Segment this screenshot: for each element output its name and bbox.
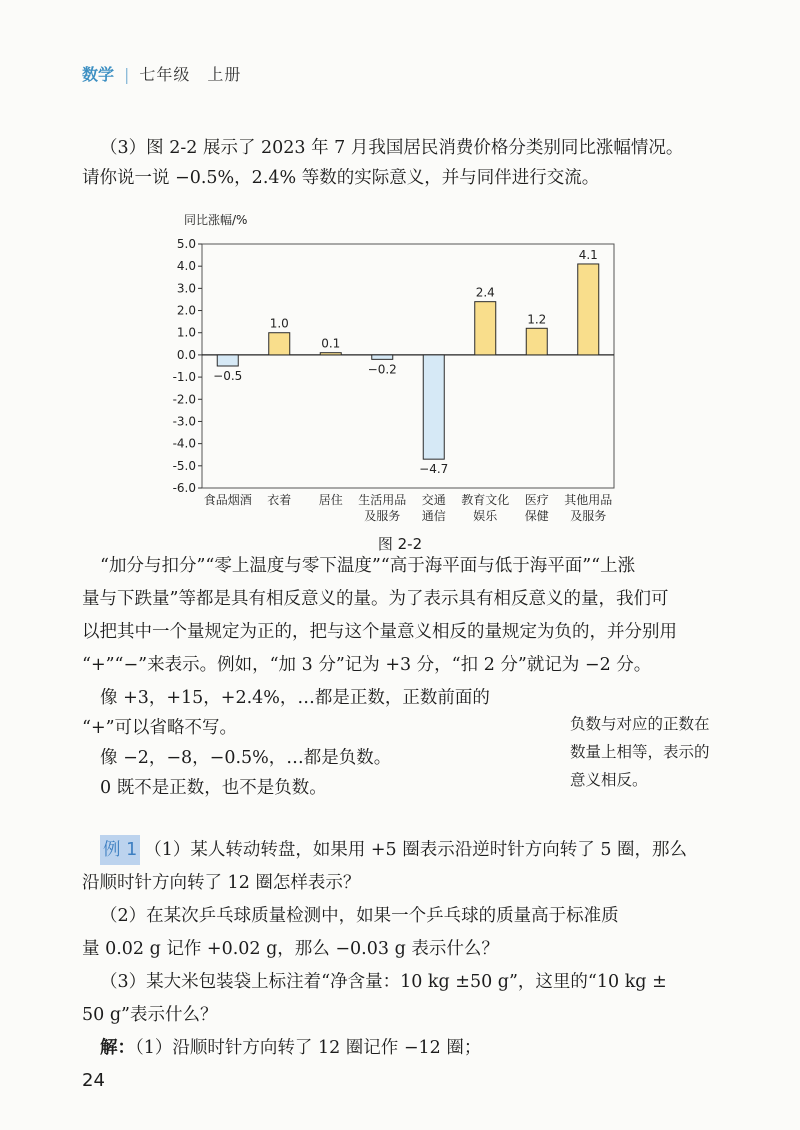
solution-text: （1）沿顺时针方向转了 12 圈记作 −12 圈；	[135, 1038, 482, 1058]
category-label: 生活用品	[358, 493, 407, 507]
figure-caption: 图 2-2	[377, 535, 423, 553]
category-label: 食品烟酒	[203, 493, 252, 507]
grade-label: 七年级 上册	[139, 65, 242, 84]
header-divider: |	[124, 65, 130, 84]
data-label: 0.1	[321, 336, 341, 351]
bar	[526, 328, 547, 355]
bar	[217, 355, 238, 366]
margin-note: 负数与对应的正数在数量上相等，表示的意义相反。	[570, 715, 710, 789]
y-axis-label: 同比涨幅/%	[184, 213, 248, 227]
data-label: −4.7	[419, 462, 449, 477]
bar-chart	[130, 212, 630, 527]
category-label: 及服务	[570, 509, 607, 523]
paragraph-1-line-3: 以把其中一个量规定为正的，把与这个量意义相反的量规定为负的，并分别用	[82, 622, 677, 642]
zero-line: 0 既不是正数，也不是负数。	[100, 778, 327, 798]
intro-line-2: 请你说一说 −0.5%，2.4% 等数的实际意义，并与同伴进行交流。	[82, 168, 600, 188]
bar	[320, 353, 341, 355]
paragraph-1-line-2: 量与下跌量”等都是具有相反意义的量。为了表示具有相反意义的量，我们可	[82, 589, 669, 609]
page-header	[82, 62, 241, 85]
positive-numbers-line-1: 像 +3，+15，+2.4%，…都是正数，正数前面的	[100, 688, 490, 708]
example-q1-line-2: 沿顺时针方向转了 12 圈怎样表示？	[82, 873, 361, 893]
category-label: 教育文化	[461, 493, 510, 507]
category-label: 通信	[421, 509, 446, 523]
bar	[423, 355, 444, 459]
subject-title: 数学	[82, 65, 115, 84]
y-tick-label: -2.0	[172, 392, 196, 407]
category-label: 及服务	[364, 509, 401, 523]
bar	[269, 333, 290, 355]
plot-frame	[202, 244, 614, 488]
y-tick-label: 2.0	[176, 303, 196, 318]
intro-line-1: （3）图 2-2 展示了 2023 年 7 月我国居民消费价格分类别同比涨幅情况。	[100, 138, 684, 158]
data-label: −0.5	[213, 369, 243, 383]
example-q2-line-1: （2）在某次乒乓球质量检测中，如果一个乒乓球的质量高于标准质	[100, 906, 619, 926]
solution-label: 解：	[100, 1038, 135, 1058]
page-number: 24	[82, 1070, 105, 1091]
example-q1-text: （1）某人转动转盘，如果用 +5 圈表示沿逆时针方向转了 5 圈，那么	[144, 840, 688, 860]
y-tick-label: -1.0	[172, 370, 196, 385]
category-label: 交通	[421, 493, 446, 507]
negative-numbers-line: 像 −2，−8，−0.5%，…都是负数。	[100, 748, 392, 768]
example-q3-line-1: （3）某大米包装袋上标注着“净含量：10 kg ±50 g”，这里的“10 kg ±	[100, 972, 667, 992]
category-label: 居住	[318, 493, 343, 507]
example-q1-line-1	[100, 835, 687, 865]
y-tick-label: 1.0	[176, 325, 196, 340]
category-label: 娱乐	[473, 509, 498, 523]
bar	[578, 264, 599, 355]
y-tick-label: 5.0	[176, 237, 196, 251]
data-label: −0.2	[367, 362, 397, 377]
solution-line-1	[100, 1033, 481, 1063]
positive-numbers-line-2: “+”可以省略不写。	[82, 718, 238, 738]
example-q3-line-2: 50 g”表示什么？	[82, 1005, 218, 1025]
y-tick-label: 4.0	[176, 259, 196, 274]
example-q2-line-2: 量 0.02 g 记作 +0.02 g，那么 −0.03 g 表示什么？	[82, 939, 499, 959]
data-label: 2.4	[475, 285, 495, 300]
y-tick-label: 3.0	[176, 281, 196, 296]
bar	[372, 355, 393, 359]
y-tick-label: -5.0	[172, 458, 196, 473]
y-tick-label: -3.0	[172, 414, 196, 429]
category-label: 保健	[524, 509, 549, 523]
data-label: 1.2	[527, 312, 547, 327]
paragraph-1-line-1: “加分与扣分”“零上温度与零下温度”“高于海平面与低于海平面”“上涨	[100, 556, 636, 576]
data-label: 1.0	[269, 316, 289, 331]
data-label: 4.1	[578, 247, 598, 262]
y-tick-label: 0.0	[176, 347, 196, 362]
bar	[475, 302, 496, 355]
y-tick-label: -6.0	[172, 481, 196, 495]
example-tag: 例 1	[100, 835, 140, 865]
paragraph-1-line-4: “+”“−”来表示。例如，“加 3 分”记为 +3 分，“扣 2 分”就记为 −2 分。	[82, 655, 652, 675]
category-label: 其他用品	[564, 493, 613, 507]
y-tick-label: -4.0	[172, 436, 196, 451]
category-label: 衣着	[267, 493, 292, 507]
category-label: 医疗	[524, 493, 549, 507]
